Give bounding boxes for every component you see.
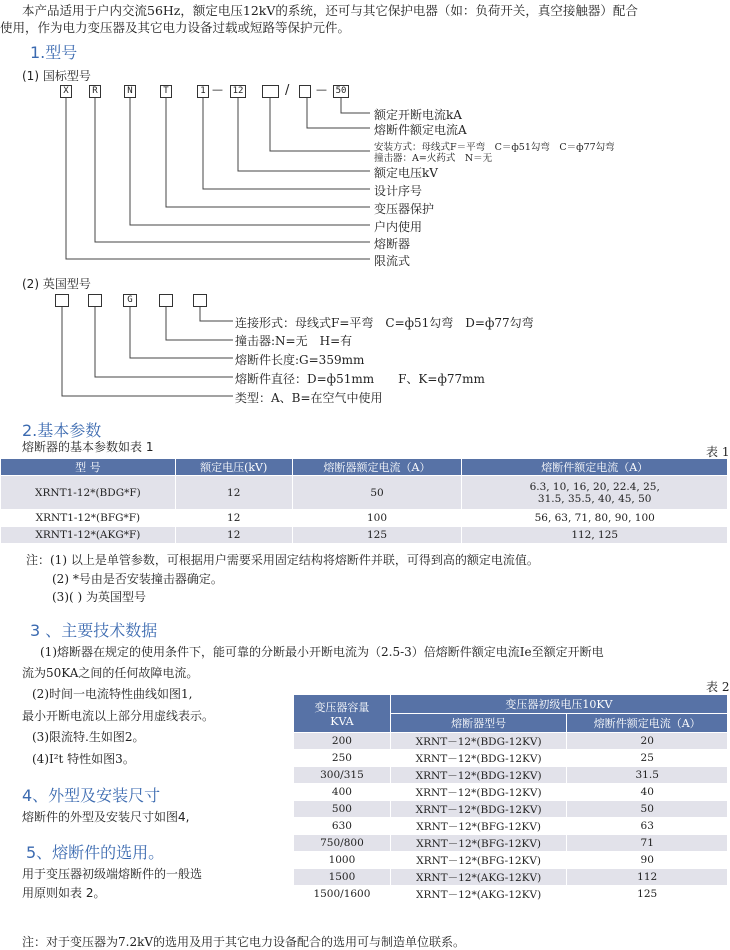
cell-voltage: 12: [175, 510, 292, 527]
table-row: [294, 801, 728, 818]
gb-slash: /: [285, 83, 290, 98]
gb-box-x: X: [60, 85, 72, 98]
cell-model: XRNT－12*(BDG-12KV): [390, 784, 567, 801]
table1-header-fuse-rated: 熔断器额定电流（A）: [292, 459, 462, 476]
gb-box-n: N: [124, 85, 136, 98]
table2-number: 表 2: [706, 680, 730, 694]
table1: [0, 458, 728, 544]
table1-header-voltage: 额定电压(kV): [175, 459, 292, 476]
uk-box-length: G: [123, 294, 137, 307]
gb-label-voltage: 额定电压kV: [374, 166, 438, 180]
uk-label-diameter: 熔断件直径：D=ф51mm F、K=ф77mm: [235, 372, 485, 386]
cell-current: 90: [567, 852, 728, 869]
section3-p3: (3)限流特.生如图2。: [32, 730, 145, 744]
cell-current: 50: [567, 801, 728, 818]
section3-p2-line1: (2)时间一电流特性曲线如图1,: [32, 687, 193, 701]
table-row: [1, 510, 728, 527]
cell-current: 40: [567, 784, 728, 801]
section-2-title: 2.基本参数: [22, 421, 102, 440]
gb-label-breaking-current: 额定开断电流kA: [374, 108, 462, 122]
table2-header-group: 变压器初级电压10KV: [390, 695, 727, 714]
table-row: [294, 835, 728, 852]
section3-p4: (4)I²t 特性如图3。: [32, 752, 135, 766]
cell-kva: 1500: [294, 869, 391, 886]
table-row: [294, 750, 728, 767]
cell-current: 125: [567, 886, 728, 903]
cell-current: 25: [567, 750, 728, 767]
gb-label-design-no: 设计序号: [374, 184, 423, 198]
cell-model: XRNT－12*(BFG-12KV): [390, 818, 567, 835]
cell-model: XRNT－12*(BFG-12KV): [390, 835, 567, 852]
table2-header-capacity-unit: KVA: [330, 715, 354, 728]
table-row: [1, 527, 728, 544]
cell-rated: 50: [292, 476, 462, 510]
uk-box-type: [55, 294, 69, 307]
cell-model: XRNT1-12*(BDG*F): [1, 476, 176, 510]
cell-kva: 300/315: [294, 767, 391, 784]
table2-header-capacity-label: 变压器容量: [314, 701, 370, 714]
section-5-title: 5、熔断件的选用。: [26, 843, 165, 862]
footer-note: 注：对于变压器为7.2kV的选用及用于其它电力设备配合的选用可与制造单位联系。: [22, 935, 466, 949]
cell-kva: 200: [294, 733, 391, 750]
section4-text: 熔断件的外型及安装尺寸如图4,: [22, 810, 190, 824]
gb-model-heading: (1) 国标型号: [22, 69, 91, 83]
gb-dash-1: —: [212, 83, 223, 96]
uk-label-striker: 撞击器:N=无 H=有: [235, 334, 353, 348]
cell-current: 63: [567, 818, 728, 835]
cell-link-currents: 112, 125: [462, 527, 728, 544]
cell-kva: 400: [294, 784, 391, 801]
table2: [293, 694, 728, 903]
intro-line-2: 使用，作为电力变压器及其它电力设备过载或短路等保护元件。: [0, 20, 351, 35]
section5-text-1: 用于变压器初级端熔断件的一般选: [22, 867, 203, 881]
gb-model-diagram: [0, 0, 730, 420]
cell-link-currents-line1: 6.3, 10, 16, 20, 22.4, 25,: [529, 480, 660, 493]
table1-note-3: (3)( ) 为英国型号: [52, 590, 146, 604]
table2-header-capacity: [294, 695, 391, 733]
cell-link-currents-line2: 31.5, 35.5, 40, 45, 50: [537, 492, 652, 505]
cell-kva: 1500/1600: [294, 886, 391, 903]
gb-box-t: T: [160, 85, 172, 98]
table-row: [294, 733, 728, 750]
gb-box-1: 1: [197, 85, 209, 98]
uk-model-heading: (2) 英国型号: [22, 277, 91, 291]
cell-model: XRNT－12*(BDG-12KV): [390, 733, 567, 750]
uk-box-connection: [193, 294, 207, 307]
section3-p2-line2: 最小开断电流以上部分用虚线表示。: [22, 709, 215, 723]
cell-model: XRNT－12*(BDG-12KV): [390, 801, 567, 818]
table1-note-2: (2) *号由是否安装撞击器确定。: [52, 572, 223, 586]
section-4-title: 4、外型及安装尺寸: [22, 786, 161, 805]
uk-box-diameter: [88, 294, 102, 307]
gb-label-striker: 撞击器：A=火药式 N＝无: [374, 153, 493, 164]
cell-kva: 630: [294, 818, 391, 835]
gb-label-current-limiting: 限流式: [374, 254, 411, 268]
gb-label-transformer: 变压器保护: [374, 202, 435, 216]
cell-model: XRNT－12*(BFG-12KV): [390, 852, 567, 869]
gb-box-rated-current: [262, 85, 279, 98]
gb-box-r: R: [89, 85, 101, 98]
cell-current: 31.5: [567, 767, 728, 784]
cell-kva: 250: [294, 750, 391, 767]
cell-rated: 100: [292, 510, 462, 527]
cell-link-currents: [462, 476, 728, 510]
cell-kva: 500: [294, 801, 391, 818]
section-1-title: 1.型号: [30, 43, 78, 62]
cell-model: XRNT1-12*(BFG*F): [1, 510, 176, 527]
cell-kva: 1000: [294, 852, 391, 869]
table2-header-model: 熔断器型号: [390, 714, 567, 733]
cell-model: XRNT1-12*(AKG*F): [1, 527, 176, 544]
table-row: [294, 869, 728, 886]
table2-header-current: 熔断件额定电流（A）: [567, 714, 728, 733]
gb-box-50: 50: [333, 85, 349, 98]
section5-text-2: 用原则如表 2。: [22, 886, 106, 900]
cell-rated: 125: [292, 527, 462, 544]
cell-current: 71: [567, 835, 728, 852]
gb-label-fuse: 熔断器: [374, 237, 411, 251]
cell-voltage: 12: [175, 527, 292, 544]
table1-caption: 熔断器的基本参数如表 1: [22, 440, 154, 454]
section3-p1-line2: 流为50KA之间的任何故障电流。: [22, 666, 199, 680]
uk-label-length: 熔断件长度:G=359mm: [235, 353, 365, 367]
section-3-title: 3 、主要技术数据: [30, 621, 158, 640]
table1-note-1: 注：(1) 以上是单管参数，可根据用户需要采用固定结构将熔断件并联，可得到高的额定电流值。: [26, 553, 539, 567]
cell-model: XRNT－12*(BDG-12KV): [390, 750, 567, 767]
table-row: [294, 818, 728, 835]
table-row: [294, 784, 728, 801]
section3-p1-line1: (1)熔断器在规定的使用条件下，能可靠的分断最小开断电流为（2.5-3）倍熔断件额定电流Ie至额定开断电: [40, 645, 604, 659]
cell-voltage: 12: [175, 476, 292, 510]
cell-current: 112: [567, 869, 728, 886]
cell-model: XRNT－12*(BDG-12KV): [390, 767, 567, 784]
table1-header-link-rated: 熔断件额定电流（A）: [462, 459, 728, 476]
gb-box-install: [299, 85, 311, 98]
cell-model: XRNT－12*(AKG-12KV): [390, 886, 567, 903]
uk-label-type: 类型：A、B=在空气中使用: [235, 391, 383, 405]
gb-label-install-mode: 安装方式：母线式F＝平弯 C＝ф51勾弯 C＝ф77勾弯: [374, 142, 615, 153]
gb-dash-2: —: [316, 83, 327, 96]
table1-number: 表 1: [706, 445, 730, 459]
uk-box-striker: [159, 294, 173, 307]
cell-current: 20: [567, 733, 728, 750]
cell-link-currents: 56, 63, 71, 80, 90, 100: [462, 510, 728, 527]
gb-label-fuse-current: 熔断件额定电流A: [374, 123, 467, 137]
cell-model: XRNT－12*(AKG-12KV): [390, 869, 567, 886]
table-row: [294, 886, 728, 903]
gb-label-indoor: 户内使用: [374, 220, 423, 234]
intro-line-1: 本产品适用于户内交流56Hz，额定电压12kV的系统，还可与其它保护电器（如：负荷开关，真空接触器）配合: [22, 3, 638, 18]
cell-kva: 750/800: [294, 835, 391, 852]
uk-label-connection: 连接形式：母线式F=平弯 C=ф51勾弯 D=ф77勾弯: [235, 316, 534, 330]
table1-header-model: 型 号: [1, 459, 176, 476]
table-row: [1, 476, 728, 510]
table-row: [294, 767, 728, 784]
table-row: [294, 852, 728, 869]
gb-box-12: 12: [230, 85, 246, 98]
